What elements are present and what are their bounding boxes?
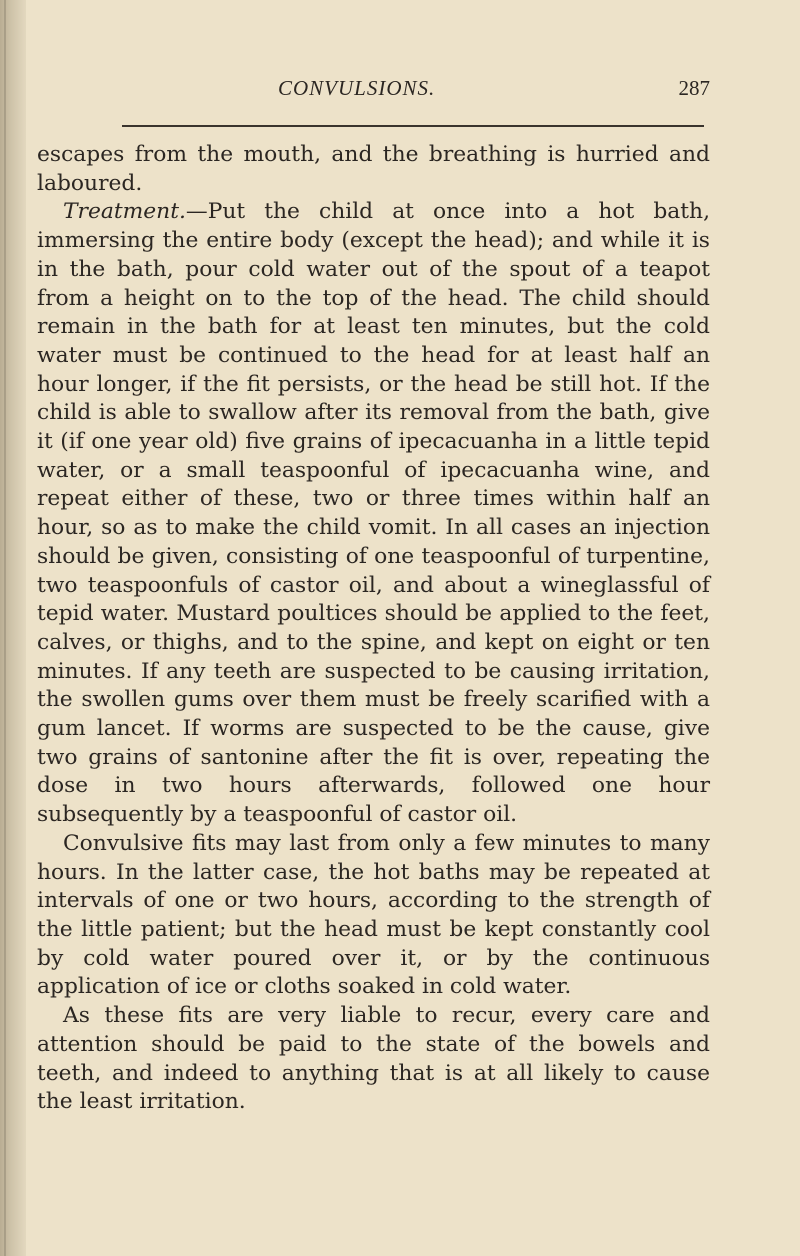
binding-edge xyxy=(4,0,6,1256)
paragraph-recurrence: As these fits are very liable to recur, every care and attention should be paid to the state of the bowels and teeth, and indeed to anything that is at all likely to cause the least irritation. xyxy=(37,1003,710,1115)
paragraph-convulsive-fits: Convulsive fits may last from only a few minutes to many hours. In the latter case, the hot baths may be repeated at intervals of one or two hours, according to the strength of the little patient; but the head must be kept constantly cool by cold water poured over it, or by the continuous application of ice or cloths soaked in cold water. xyxy=(37,830,710,1000)
treatment-heading: Treatment. xyxy=(63,199,186,225)
treatment-text: —Put the child at once into a hot bath, immersing the entire body (except the head); and while it is in the bath, pour cold water out of the spout of a teapot from a height on to the top of the head. The child should remain in the bath for at least ten minutes, but the cold water must be continued to the head for at least half an hour longer, if the fit persists, or the head be still hot. If the child is able to swallow after its removal from the bath, give it (if one year old) five grains of ipecacuanha in a little tepid water, or a small teaspoonful of ipecacuanha wine, and repeat either of these, two or three times within half an hour, so as to make the child vomit. In all cases an injection should be given, consisting of one teaspoonful of turpentine, two teaspoonfuls of castor oil, and about a wineglassful of tepid water. Mustard poultices should be applied to the feet, calves, or thighs, and to the spine, and kept on eight or ten minutes. If any teeth are suspected to be causing irritation, the swollen gums over them must be freely scarified with a gum lancet. If worms are suspected to be the cause, give two grains of santonine after the fit is over, repeating the dose in two hours afterwards, followed one hour subsequently by a teaspoonful of castor oil. xyxy=(37,199,710,828)
page-number: 287 xyxy=(678,76,710,100)
page-header xyxy=(38,74,710,108)
paragraph-continuation: escapes from the mouth, and the breathing is hurried and laboured. xyxy=(37,142,710,196)
running-title: CONVULSIONS. xyxy=(278,76,436,100)
body-text xyxy=(37,141,710,1117)
paragraph-treatment xyxy=(37,198,710,829)
header-rule xyxy=(122,125,704,127)
